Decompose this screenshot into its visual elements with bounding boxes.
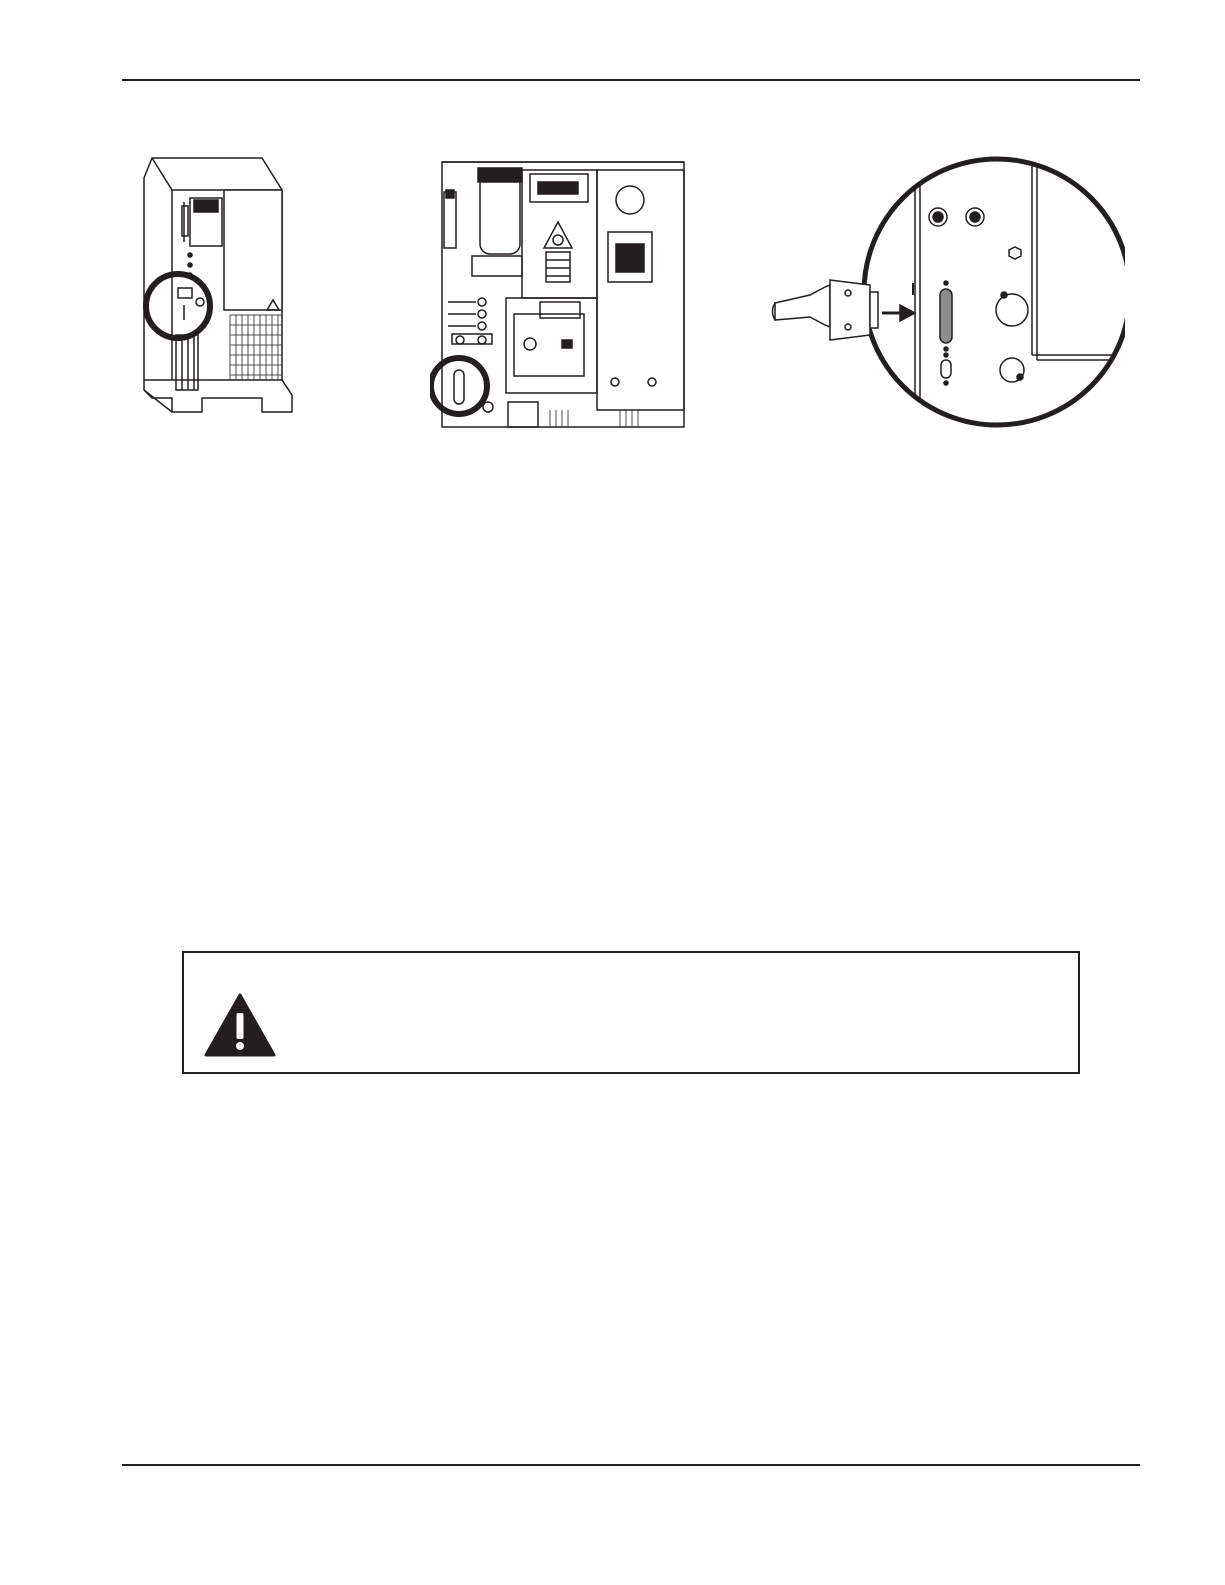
cooler-unit-open-panel-icon — [430, 152, 700, 432]
cooler-unit-rear-view-icon — [132, 150, 332, 435]
warning-triangle-icon — [204, 993, 276, 1057]
connector-detail-zoom-icon — [770, 155, 1125, 430]
footer-rule — [122, 1464, 1140, 1466]
header-rule — [122, 79, 1140, 81]
warning-box — [182, 951, 1080, 1074]
